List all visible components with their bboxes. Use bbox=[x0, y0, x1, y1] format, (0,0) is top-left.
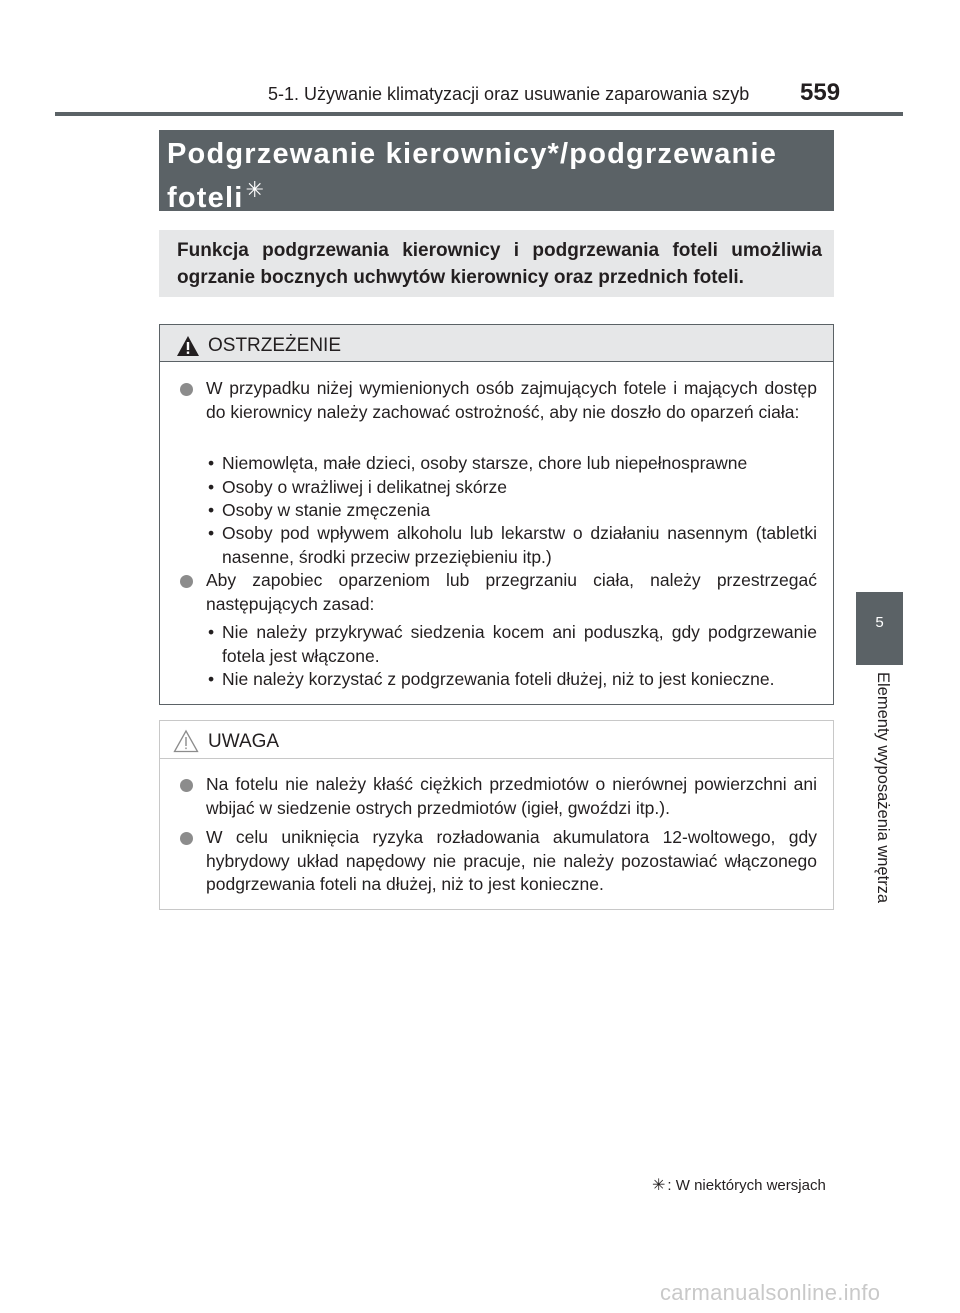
footnote bbox=[652, 1175, 826, 1195]
asterisk-icon: ✳ bbox=[245, 177, 266, 202]
chapter-tab bbox=[856, 592, 903, 665]
caution-title: UWAGA bbox=[208, 731, 280, 752]
caution-paragraph-1: Na fotelu nie należy kłaść ciężkich przedmiotów o nierównej powierzchni ani wbijać w siedzenie ostrych przedmiotów (igieł, gwoździ itp.). bbox=[206, 774, 817, 818]
page-number: 559 bbox=[800, 79, 841, 106]
section-title-box bbox=[159, 130, 834, 214]
warning-paragraph-2: Aby zapobiec oparzeniom lub przegrzaniu ciała, należy przestrzegać następujących zasad: bbox=[206, 570, 817, 614]
caution-triangle-icon bbox=[173, 729, 199, 753]
warning-list-item: • Nie należy przykrywać siedzenia kocem ani poduszką, gdy podgrzewanie fotela jest włączone. bbox=[208, 622, 817, 666]
dot-icon: • bbox=[208, 453, 215, 473]
bullet-icon bbox=[180, 383, 193, 396]
warning-list-item: • Osoby pod wpływem alkoholu lub lekarstw o działaniu nasennym (tabletki nasenne, środki przeciw przeziębieniu itp.) bbox=[208, 523, 817, 567]
warning-list-item: • Osoby w stanie zmęczenia bbox=[208, 499, 817, 523]
footnote-text: : W niektórych wersjach bbox=[667, 1177, 826, 1194]
section-title-text: Podgrzewanie kierownicy*/podgrzewanie foteli bbox=[167, 138, 778, 214]
dot-icon: • bbox=[208, 523, 215, 543]
warning-title: OSTRZEŻENIE bbox=[208, 335, 342, 356]
chapter-title-container bbox=[862, 672, 892, 962]
warning-box bbox=[159, 324, 834, 705]
caution-paragraph-2: W celu uniknięcia ryzyka rozładowania akumulatora 12-woltowego, gdy hybrydowy układ napędowy nie pracuje, nie należy pozostawiać włączonego podgrzewania foteli na dłużej, niż to jest konieczne. bbox=[206, 827, 817, 894]
dot-icon: • bbox=[208, 500, 215, 520]
caution-box bbox=[159, 720, 834, 910]
watermark: carmanualsonline.info bbox=[660, 1280, 881, 1305]
warning-paragraph-1: W przypadku niżej wymienionych osób zajmujących fotele i mających dostęp do kierownicy należy zachować ostrożność, aby nie doszło do oparzeń ciała: bbox=[206, 378, 817, 422]
bullet-icon bbox=[180, 575, 193, 588]
caution-header bbox=[160, 721, 833, 759]
warning-list-item: • Niemowlęta, małe dzieci, osoby starsze, chore lub niepełnosprawne bbox=[208, 452, 817, 476]
warning-list-item: • Nie należy korzystać z podgrzewania foteli dłużej, niż to jest konieczne. bbox=[208, 668, 817, 692]
intro-text: Funkcja podgrzewania kierownicy i podgrzewania foteli umożliwia ogrzanie bocznych uchwytów kierownicy oraz przednich foteli. bbox=[177, 240, 822, 288]
dot-icon: • bbox=[208, 622, 215, 642]
bullet-icon bbox=[180, 779, 193, 792]
dot-icon: • bbox=[208, 669, 215, 689]
chapter-title: Elementy wyposażenia wnętrza bbox=[874, 672, 892, 904]
bullet-icon bbox=[180, 832, 193, 845]
intro-box bbox=[159, 230, 834, 297]
warning-triangle-icon bbox=[176, 335, 200, 357]
header-divider bbox=[55, 112, 903, 116]
section-title bbox=[167, 136, 827, 216]
warning-list-item: • Osoby o wrażliwej i delikatnej skórze bbox=[208, 476, 817, 500]
chapter-number: 5 bbox=[875, 614, 884, 631]
asterisk-icon: ✳ bbox=[652, 1177, 666, 1194]
warning-header bbox=[160, 325, 833, 362]
dot-icon: • bbox=[208, 477, 215, 497]
header-section-title: 5-1. Używanie klimatyzacji oraz usuwanie zaparowania szyb bbox=[268, 84, 750, 104]
